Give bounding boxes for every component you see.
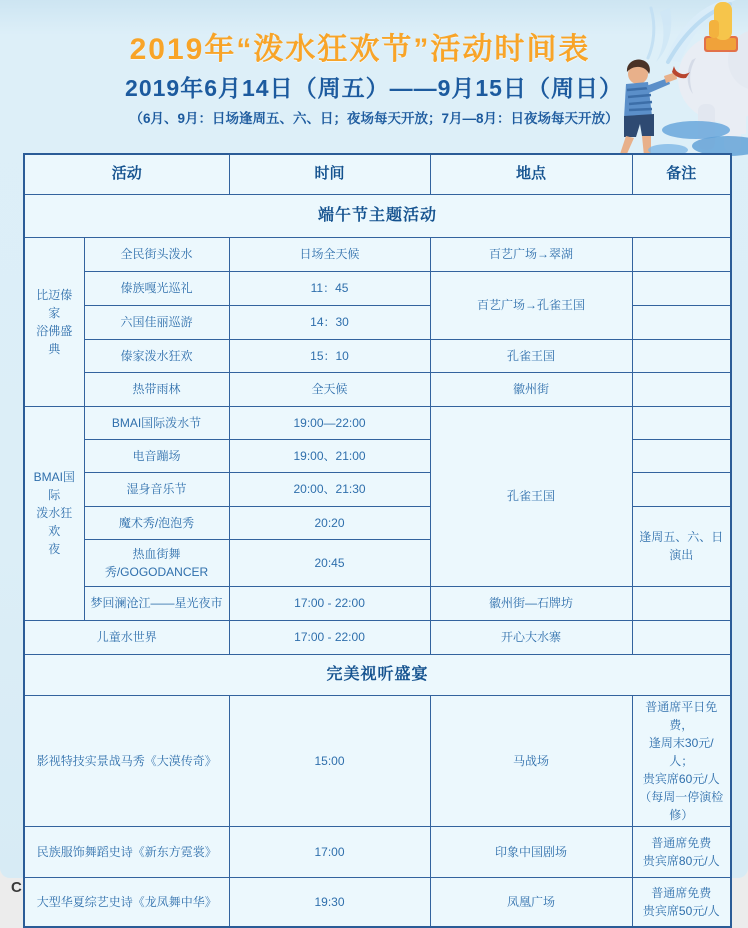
- time-cell: 14：30: [229, 305, 430, 339]
- location-cell: 百艺广场→翠湖: [430, 237, 632, 271]
- time-cell: 17:00 - 22:00: [229, 620, 430, 654]
- note-cell: 逢周五、六、日演出: [632, 506, 731, 586]
- activity-cell: 六国佳丽巡游: [84, 305, 229, 339]
- location-cell: 开心大水寨: [430, 620, 632, 654]
- column-header-location: 地点: [430, 154, 632, 194]
- time-cell: 20:00、21:30: [229, 472, 430, 506]
- activity-cell: 全民街头泼水: [84, 237, 229, 271]
- note-cell: 普通席免费 贵宾席80元/人: [632, 826, 731, 877]
- location-cell: 马战场: [430, 695, 632, 826]
- time-cell: 15：10: [229, 339, 430, 372]
- activity-cell: 湿身音乐节: [84, 472, 229, 506]
- activity-cell: BMAI国际泼水节: [84, 406, 229, 439]
- note-cell: [632, 372, 731, 406]
- time-cell: 19:00—22:00: [229, 406, 430, 439]
- group-cell-bimai: 比迈傣家 浴佛盛典: [24, 237, 84, 406]
- location-cell: 凤凰广场: [430, 877, 632, 927]
- note-cell: [632, 586, 731, 620]
- activity-cell: 热带雨林: [84, 372, 229, 406]
- page-title: 2019年“泼水狂欢节”活动时间表: [129, 33, 591, 66]
- time-cell: 17:00: [229, 826, 430, 877]
- table-row: [24, 271, 731, 305]
- activity-cell: 儿童水世界: [24, 620, 229, 654]
- activity-cell: 魔术秀/泡泡秀: [84, 506, 229, 539]
- activity-cell: 傣族嘎光巡礼: [84, 271, 229, 305]
- note-cell: [632, 271, 731, 305]
- note-cell: [632, 339, 731, 372]
- note-cell: [632, 439, 731, 472]
- table-row: [24, 586, 731, 620]
- time-cell: 11：45: [229, 271, 430, 305]
- table-row: [24, 406, 731, 439]
- section-title: 完美视听盛宴: [24, 654, 731, 695]
- note-cell: 普通席免费 贵宾席50元/人: [632, 877, 731, 927]
- note-cell: [632, 406, 731, 439]
- table-header-row: [24, 154, 731, 194]
- time-cell: 20:20: [229, 506, 430, 539]
- time-cell: 15:00: [229, 695, 430, 826]
- section-row-audio-visual: [24, 654, 731, 695]
- column-header-notes: 备注: [632, 154, 731, 194]
- table-row: [24, 620, 731, 654]
- time-cell: 17:00 - 22:00: [229, 586, 430, 620]
- time-cell: 19:30: [229, 877, 430, 927]
- note-cell: [632, 237, 731, 271]
- time-cell: 日场全天候: [229, 237, 430, 271]
- section-row-dragon-boat: [24, 194, 731, 237]
- table-row: [24, 237, 731, 271]
- activity-cell: 电音蹦场: [84, 439, 229, 472]
- location-cell: 百艺广场→孔雀王国: [430, 271, 632, 339]
- table-row: [24, 339, 731, 372]
- location-cell: 徽州街: [430, 372, 632, 406]
- table-row: [24, 826, 731, 877]
- activity-cell: 热血街舞 秀/GOGODANCER: [84, 539, 229, 586]
- location-cell: 印象中国剧场: [430, 826, 632, 877]
- note-cell: [632, 620, 731, 654]
- activity-cell: 梦回澜沧江——星光夜市: [84, 586, 229, 620]
- note-cell: 普通席平日免费， 逢周末30元/人； 贵宾席60元/人 （每周一停演检修）: [632, 695, 731, 826]
- column-header-activity: 活动: [24, 154, 229, 194]
- activity-cell: 大型华夏综艺史诗《龙凤舞中华》: [24, 877, 229, 927]
- location-cell: 孔雀王国: [430, 339, 632, 372]
- table-row: [24, 877, 731, 927]
- opening-schedule-note: （6月、9月：日场逢周五、六、日；夜场每天开放；7月—8月：日夜场每天开放）: [129, 111, 619, 126]
- table-row: [24, 695, 731, 826]
- time-cell: 全天候: [229, 372, 430, 406]
- clipped-footer-text: C: [11, 879, 22, 896]
- time-cell: 19:00、21:00: [229, 439, 430, 472]
- group-cell-bmai: BMAI国际 泼水狂欢 夜: [24, 406, 84, 620]
- location-cell: 孔雀王国: [430, 406, 632, 586]
- date-range-subtitle: 2019年6月14日（周五）——9月15日（周日）: [125, 75, 623, 101]
- location-cell: 徽州街—石牌坊: [430, 586, 632, 620]
- schedule-table: [23, 153, 732, 928]
- note-cell: [632, 472, 731, 506]
- table-row: [24, 372, 731, 406]
- column-header-time: 时间: [229, 154, 430, 194]
- section-title: 端午节主题活动: [24, 194, 731, 237]
- note-cell: [632, 305, 731, 339]
- activity-cell: 民族服饰舞蹈史诗《新东方霓裳》: [24, 826, 229, 877]
- activity-cell: 傣家泼水狂欢: [84, 339, 229, 372]
- time-cell: 20:45: [229, 539, 430, 586]
- activity-cell: 影视特技实景战马秀《大漠传奇》: [24, 695, 229, 826]
